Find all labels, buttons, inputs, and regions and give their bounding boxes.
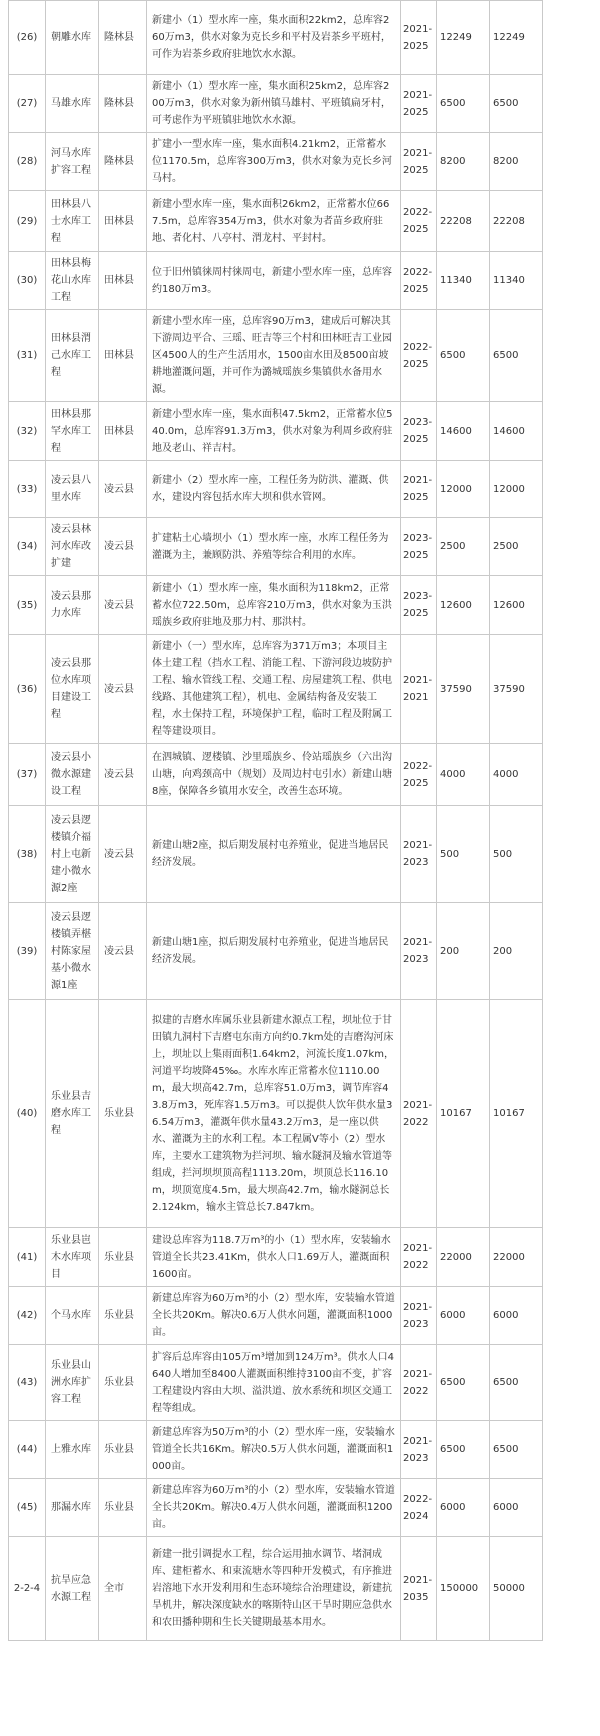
project-name-cell: 凌云县逻楼镇弄椹村陈家屋基小微水源1座 [46,903,99,1000]
project-name-cell: 朝雕水库 [46,1,99,75]
planned-investment-cell: 6500 [490,75,543,133]
county-cell: 凌云县 [99,518,147,576]
county-cell: 乐业县 [99,1345,147,1421]
row-number-cell: 2-2-4 [9,1537,46,1641]
project-name-cell: 上雅水库 [46,1421,99,1479]
total-investment-cell: 4000 [437,744,490,806]
county-cell: 乐业县 [99,1479,147,1537]
total-investment-cell: 14600 [437,402,490,461]
total-investment-cell: 500 [437,806,490,903]
planned-investment-cell: 200 [490,903,543,1000]
total-investment-cell: 12000 [437,461,490,518]
table-row [9,806,543,903]
county-cell: 凌云县 [99,635,147,744]
project-name-cell: 田林县梅花山水库工程 [46,252,99,310]
construction-period-cell: 2021-2023 [401,1287,437,1345]
project-name-cell: 抗旱应急水源工程 [46,1537,99,1641]
table-row [9,252,543,310]
table-row [9,576,543,635]
planned-investment-cell: 6500 [490,1421,543,1479]
project-description-cell: 新建小（1）型水库一座，集水面积为118km2，正常蓄水位722.50m，总库容210万m3，供水对象为玉洪瑶族乡政府驻地及那力村、那洪村。 [147,576,401,635]
project-name-cell: 马雄水库 [46,75,99,133]
row-number-cell: (37) [9,744,46,806]
construction-period-cell: 2022-2024 [401,1479,437,1537]
row-number-cell: (35) [9,576,46,635]
county-cell: 凌云县 [99,461,147,518]
county-cell: 乐业县 [99,1228,147,1287]
table-row [9,310,543,402]
county-cell: 凌云县 [99,806,147,903]
project-description-cell: 建设总库容为118.7万m³的小（1）型水库，安装输水管道全长共23.41Km，供水人口1.69万人，灌溉面积1600亩。 [147,1228,401,1287]
project-name-cell: 凌云县逻楼镇介福村上屯新建小微水源2座 [46,806,99,903]
row-number-cell: (43) [9,1345,46,1421]
project-description-cell: 扩建小一型水库一座，集水面积4.21km2，正常蓄水位1170.5m，总库容300万m3，供水对象为克长乡河马村。 [147,133,401,191]
project-name-cell: 凌云县小微水源建设工程 [46,744,99,806]
planned-investment-cell: 500 [490,806,543,903]
county-cell: 田林县 [99,310,147,402]
total-investment-cell: 12249 [437,1,490,75]
row-number-cell: (33) [9,461,46,518]
total-investment-cell: 12600 [437,576,490,635]
row-number-cell: (39) [9,903,46,1000]
project-description-cell: 新建山塘1座，拟后期发展村屯养殖业，促进当地居民经济发展。 [147,903,401,1000]
planned-investment-cell: 12000 [490,461,543,518]
planned-investment-cell: 6000 [490,1287,543,1345]
county-cell: 凌云县 [99,903,147,1000]
construction-period-cell: 2022-2025 [401,191,437,252]
project-name-cell: 乐业县岜木水库项目 [46,1228,99,1287]
total-investment-cell: 10167 [437,1000,490,1228]
project-name-cell: 凌云县那位水库项目建设工程 [46,635,99,744]
row-number-cell: (31) [9,310,46,402]
planned-investment-cell: 50000 [490,1537,543,1641]
county-cell: 田林县 [99,402,147,461]
planned-investment-cell: 6500 [490,1345,543,1421]
project-description-cell: 扩容后总库容由105万m³增加到124万m³。供水人口4640人增加至8400人灌溉面积维持3100亩不变，扩容工程建设内容由大坝、溢洪道、放水系统和坝区交通工程等组成。 [147,1345,401,1421]
project-description-cell: 新建小型水库一座，总库容90万m3，建成后可解决其下游周边平合、三瑶、旺吉等三个村和田林旺吉工业园区4500人的生产生活用水，1500亩水田及8500亩坡耕地灌溉问题，并可作为潞城瑶族乡集镇供水备用水源。 [147,310,401,402]
construction-period-cell: 2021-2022 [401,1000,437,1228]
project-name-cell: 个马水库 [46,1287,99,1345]
project-description-cell: 新建一批引调提水工程，综合运用抽水调节、堵洞成库、建柜蓄水、和束流塘水等四种开发模式，有序推进岩溶地下水开发利用和生态环境综合治理建设，新建抗旱机井，解决深度缺水的喀斯特山区干旱时期应急供水和农田播种期和生长关键期最基本用水。 [147,1537,401,1641]
row-number-cell: (28) [9,133,46,191]
construction-period-cell: 2021-2023 [401,806,437,903]
row-number-cell: (30) [9,252,46,310]
construction-period-cell: 2023-2025 [401,402,437,461]
project-name-cell: 乐业县吉磨水库工程 [46,1000,99,1228]
construction-period-cell: 2021-2023 [401,1421,437,1479]
row-number-cell: (29) [9,191,46,252]
county-cell: 田林县 [99,191,147,252]
county-cell: 凌云县 [99,576,147,635]
county-cell: 凌云县 [99,744,147,806]
county-cell: 隆林县 [99,133,147,191]
project-description-cell: 新建山塘2座，拟后期发展村屯养殖业，促进当地居民经济发展。 [147,806,401,903]
table-row [9,635,543,744]
table-row [9,191,543,252]
row-number-cell: (44) [9,1421,46,1479]
table-row [9,1228,543,1287]
table-row [9,1,543,75]
planned-investment-cell: 2500 [490,518,543,576]
row-number-cell: (34) [9,518,46,576]
project-table [8,0,543,1641]
project-description-cell: 新建小（2）型水库一座，工程任务为防洪、灌溉、供水，建设内容包括水库大坝和供水管网。 [147,461,401,518]
table-row [9,1287,543,1345]
row-number-cell: (45) [9,1479,46,1537]
project-description-cell: 新建小（1）型水库一座，集水面积25km2，总库容200万m3，供水对象为新州镇马雄村、平班镇扁牙村，可考虑作为平班镇驻地饮水水源。 [147,75,401,133]
project-description-cell: 新建小型水库一座，集水面积26km2，正常蓄水位667.5m，总库容354万m3，供水对象为者苗乡政府驻地、者化村、八亭村、渭龙村、平封村。 [147,191,401,252]
total-investment-cell: 11340 [437,252,490,310]
planned-investment-cell: 4000 [490,744,543,806]
total-investment-cell: 8200 [437,133,490,191]
table-row [9,1421,543,1479]
row-number-cell: (27) [9,75,46,133]
total-investment-cell: 6000 [437,1479,490,1537]
construction-period-cell: 2022-2025 [401,310,437,402]
row-number-cell: (36) [9,635,46,744]
project-name-cell: 田林县那罕水库工程 [46,402,99,461]
table-row [9,402,543,461]
county-cell: 全市 [99,1537,147,1641]
planned-investment-cell: 14600 [490,402,543,461]
project-description-cell: 新建总库容为60万m³的小（2）型水库，安装输水管道全长共20Km。解决0.4万人供水问题，灌溉面积1200亩。 [147,1479,401,1537]
planned-investment-cell: 12600 [490,576,543,635]
total-investment-cell: 150000 [437,1537,490,1641]
total-investment-cell: 6500 [437,1421,490,1479]
table-row [9,461,543,518]
project-description-cell: 拟建的吉磨水库属乐业县新建水源点工程，坝址位于甘田镇九洞村下吉磨屯东南方向约0.7km处的吉磨沟河床上，坝址以上集雨面积1.64km2，河流长度1.07km，河道平均坡降45‰。水库水库正常蓄水位1110.00m，最大坝高42.7m，总库容51.0万m3，调节库容43.8万m3，死库容1.5万m3。可以提供人饮年供水量36.54万m3，灌溉年供水量43.2万m3，是一座以供水、灌溉为主的水利工程。本工程属Ⅴ等小（2）型水库，主要水工建筑物为拦河坝、输水隧洞及输水管道等组成，拦河坝坝顶高程1113.20m，坝顶总长116.10m，坝顶宽度4.5m，最大坝高42.7m，输水隧洞总长2.124km，输水主管总长7.847km。 [147,1000,401,1228]
county-cell: 田林县 [99,252,147,310]
construction-period-cell: 2021-2022 [401,1228,437,1287]
planned-investment-cell: 10167 [490,1000,543,1228]
table-row [9,903,543,1000]
project-description-cell: 新建小型水库一座，集水面积47.5km2，正常蓄水位540.0m，总库容91.3万m3，供水对象为利周乡政府驻地及老山、祥吉村。 [147,402,401,461]
project-name-cell: 那漏水库 [46,1479,99,1537]
total-investment-cell: 22000 [437,1228,490,1287]
planned-investment-cell: 6000 [490,1479,543,1537]
construction-period-cell: 2022-2025 [401,252,437,310]
table-row [9,1479,543,1537]
table-row [9,75,543,133]
planned-investment-cell: 22000 [490,1228,543,1287]
construction-period-cell: 2021-2022 [401,1345,437,1421]
total-investment-cell: 22208 [437,191,490,252]
construction-period-cell: 2021-2021 [401,635,437,744]
project-description-cell: 位于旧州镇徕周村徕周屯，新建小型水库一座，总库容约180万m3。 [147,252,401,310]
total-investment-cell: 6500 [437,1345,490,1421]
project-description-cell: 新建总库容为60万m³的小（2）型水库，安装输水管道全长共20Km。解决0.6万人供水问题，灌溉面积1000亩。 [147,1287,401,1345]
total-investment-cell: 2500 [437,518,490,576]
table-row [9,133,543,191]
row-number-cell: (26) [9,1,46,75]
construction-period-cell: 2021-2023 [401,903,437,1000]
project-name-cell: 凌云县八里水库 [46,461,99,518]
project-name-cell: 凌云县那力水库 [46,576,99,635]
construction-period-cell: 2023-2025 [401,518,437,576]
row-number-cell: (42) [9,1287,46,1345]
table-row [9,744,543,806]
project-name-cell: 田林县渭己水库工程 [46,310,99,402]
row-number-cell: (32) [9,402,46,461]
county-cell: 隆林县 [99,1,147,75]
total-investment-cell: 37590 [437,635,490,744]
construction-period-cell: 2021-2025 [401,1,437,75]
total-investment-cell: 200 [437,903,490,1000]
project-description-cell: 新建总库容为50万m³的小（2）型水库一座，安装输水管道全长共16Km。解决0.5万人供水问题，灌溉面积1000亩。 [147,1421,401,1479]
construction-period-cell: 2022-2025 [401,744,437,806]
total-investment-cell: 6000 [437,1287,490,1345]
project-description-cell: 在泗城镇、逻楼镇、沙里瑶族乡、伶站瑶族乡（六出沟山塘，向鸡颈高中（规划）及周边村屯引水）新建山塘8座，保障各乡镇用水安全，改善生态环境。 [147,744,401,806]
row-number-cell: (40) [9,1000,46,1228]
table-body [9,1,543,1641]
row-number-cell: (38) [9,806,46,903]
project-name-cell: 河马水库扩容工程 [46,133,99,191]
construction-period-cell: 2021-2025 [401,75,437,133]
planned-investment-cell: 37590 [490,635,543,744]
planned-investment-cell: 12249 [490,1,543,75]
construction-period-cell: 2023-2025 [401,576,437,635]
construction-period-cell: 2021-2025 [401,461,437,518]
construction-period-cell: 2021-2035 [401,1537,437,1641]
project-name-cell: 凌云县林河水库改扩建 [46,518,99,576]
project-description-cell: 新建小（1）型水库一座，集水面积22km2，总库容260万m3，供水对象为克长乡和平村及岩茶乡平班村，可作为岩茶乡政府驻地饮水水源。 [147,1,401,75]
total-investment-cell: 6500 [437,310,490,402]
planned-investment-cell: 6500 [490,310,543,402]
county-cell: 乐业县 [99,1000,147,1228]
project-description-cell: 扩建粘土心墙坝小（1）型水库一座，水库工程任务为灌溉为主，兼顾防洪、养殖等综合利用的水库。 [147,518,401,576]
planned-investment-cell: 11340 [490,252,543,310]
table-row [9,1345,543,1421]
table-row [9,1000,543,1228]
table-row [9,1537,543,1641]
planned-investment-cell: 8200 [490,133,543,191]
county-cell: 乐业县 [99,1287,147,1345]
table-row [9,518,543,576]
county-cell: 乐业县 [99,1421,147,1479]
total-investment-cell: 6500 [437,75,490,133]
county-cell: 隆林县 [99,75,147,133]
project-description-cell: 新建小（一）型水库，总库容为371万m3；本项目主体土建工程（挡水工程、消能工程、下游河段边坡防护工程、输水管线工程、交通工程、房屋建筑工程、供电线路、其他建筑工程），机电、金属结构备及安装工程，水土保持工程，环境保护工程，临时工程及附属工程等建设项目。 [147,635,401,744]
construction-period-cell: 2021-2025 [401,133,437,191]
project-name-cell: 乐业县山洲水库扩容工程 [46,1345,99,1421]
row-number-cell: (41) [9,1228,46,1287]
project-name-cell: 田林县八士水库工程 [46,191,99,252]
planned-investment-cell: 22208 [490,191,543,252]
